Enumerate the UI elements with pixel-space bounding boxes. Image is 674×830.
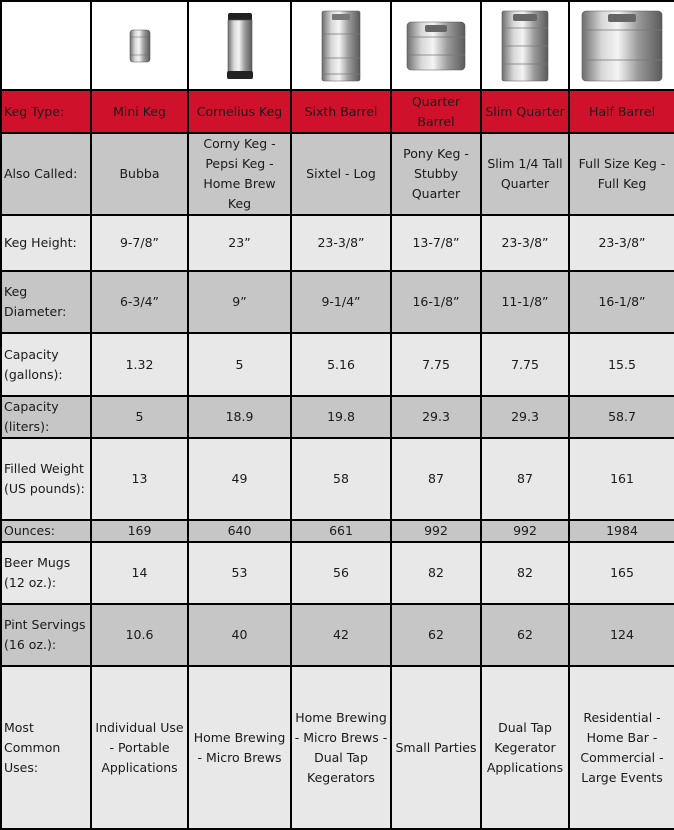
row-label: Filled Weight (US pounds): <box>1 438 91 520</box>
table-cell: 58.7 <box>569 396 674 438</box>
keg-image-cell <box>91 1 188 90</box>
pint-servings-row <box>1 604 674 666</box>
table-cell: 992 <box>481 520 569 542</box>
table-cell: Pony Keg - Stubby Quarter <box>391 133 481 215</box>
keg-type-cell: Slim Quarter <box>481 90 569 133</box>
table-cell: 29.3 <box>481 396 569 438</box>
keg-image-cell <box>391 1 481 90</box>
table-cell: Sixtel - Log <box>291 133 391 215</box>
table-cell: Dual Tap Kegerator Applications <box>481 666 569 829</box>
table-cell: 49 <box>188 438 291 520</box>
table-cell: 661 <box>291 520 391 542</box>
mini-keg-icon <box>129 29 151 63</box>
row-label: Also Called: <box>1 133 91 215</box>
table-cell: Small Parties <box>391 666 481 829</box>
table-cell: 19.8 <box>291 396 391 438</box>
row-label: Capacity (gallons): <box>1 333 91 396</box>
row-label: Capacity (liters): <box>1 396 91 438</box>
table-cell: 5 <box>188 333 291 396</box>
table-cell: 13-7/8” <box>391 215 481 271</box>
table-cell: 87 <box>391 438 481 520</box>
table-cell: 16-1/8” <box>391 271 481 333</box>
keg-type-cell: Sixth Barrel <box>291 90 391 133</box>
half-barrel-keg-icon <box>580 10 664 82</box>
table-cell: 5 <box>91 396 188 438</box>
quarter-barrel-keg-icon <box>405 21 467 71</box>
table-cell: 16-1/8” <box>569 271 674 333</box>
keg-type-cell: Mini Keg <box>91 90 188 133</box>
also-called-row <box>1 133 674 215</box>
table-cell: 9-1/4” <box>291 271 391 333</box>
keg-image-row <box>1 1 674 90</box>
row-label: Pint Servings (16 oz.): <box>1 604 91 666</box>
table-cell: 165 <box>569 542 674 604</box>
table-cell: 992 <box>391 520 481 542</box>
table-cell: Bubba <box>91 133 188 215</box>
table-cell: 82 <box>391 542 481 604</box>
keg-type-cell: Cornelius Keg <box>188 90 291 133</box>
row-label: Keg Height: <box>1 215 91 271</box>
row-label: Keg Diameter: <box>1 271 91 333</box>
cornelius-keg-icon <box>225 13 255 79</box>
keg-image-cell <box>569 1 674 90</box>
keg-image-cell <box>481 1 569 90</box>
table-cell: 40 <box>188 604 291 666</box>
keg-height-row <box>1 215 674 271</box>
table-cell: 11-1/8” <box>481 271 569 333</box>
table-cell: 9” <box>188 271 291 333</box>
table-cell: 87 <box>481 438 569 520</box>
table-cell: Home Brewing - Micro Brews - Dual Tap Kegerators <box>291 666 391 829</box>
table-cell: 53 <box>188 542 291 604</box>
corner-cell <box>1 1 91 90</box>
keg-image-cell <box>291 1 391 90</box>
table-cell: Home Brewing - Micro Brews <box>188 666 291 829</box>
table-cell: 7.75 <box>481 333 569 396</box>
table-cell: 23-3/8” <box>569 215 674 271</box>
ounces-row <box>1 520 674 542</box>
capacity-gallons-row <box>1 333 674 396</box>
keg-type-row <box>1 90 674 133</box>
table-cell: Corny Keg - Pepsi Keg - Home Brew Keg <box>188 133 291 215</box>
table-cell: 13 <box>91 438 188 520</box>
table-cell: 23” <box>188 215 291 271</box>
table-cell: 6-3/4” <box>91 271 188 333</box>
table-cell: 62 <box>391 604 481 666</box>
table-cell: Residential - Home Bar - Commercial - Large Events <box>569 666 674 829</box>
table-cell: 42 <box>291 604 391 666</box>
table-cell: 56 <box>291 542 391 604</box>
table-cell: Slim 1/4 Tall Quarter <box>481 133 569 215</box>
keg-type-cell: Quarter Barrel <box>391 90 481 133</box>
table-cell: 82 <box>481 542 569 604</box>
table-cell: 18.9 <box>188 396 291 438</box>
table-cell: 58 <box>291 438 391 520</box>
table-cell: 1.32 <box>91 333 188 396</box>
row-label: Most Common Uses: <box>1 666 91 829</box>
table-cell: 23-3/8” <box>291 215 391 271</box>
keg-diameter-row <box>1 271 674 333</box>
table-cell: 169 <box>91 520 188 542</box>
table-cell: 14 <box>91 542 188 604</box>
row-label: Beer Mugs (12 oz.): <box>1 542 91 604</box>
slim-quarter-keg-icon <box>500 10 550 82</box>
beer-mugs-row <box>1 542 674 604</box>
table-cell: 9-7/8” <box>91 215 188 271</box>
common-uses-row <box>1 666 674 829</box>
table-cell: Full Size Keg - Full Keg <box>569 133 674 215</box>
table-cell: 161 <box>569 438 674 520</box>
filled-weight-row <box>1 438 674 520</box>
table-cell: 640 <box>188 520 291 542</box>
table-cell: 29.3 <box>391 396 481 438</box>
table-cell: 124 <box>569 604 674 666</box>
table-cell: 7.75 <box>391 333 481 396</box>
table-cell: 62 <box>481 604 569 666</box>
sixth-barrel-keg-icon <box>320 10 362 82</box>
table-cell: 10.6 <box>91 604 188 666</box>
keg-image-cell <box>188 1 291 90</box>
table-cell: 15.5 <box>569 333 674 396</box>
table-cell: 23-3/8” <box>481 215 569 271</box>
row-label: Keg Type: <box>1 90 91 133</box>
table-cell: 1984 <box>569 520 674 542</box>
row-label: Ounces: <box>1 520 91 542</box>
keg-type-cell: Half Barrel <box>569 90 674 133</box>
table-cell: 5.16 <box>291 333 391 396</box>
table-cell: Individual Use - Portable Applications <box>91 666 188 829</box>
capacity-liters-row <box>1 396 674 438</box>
